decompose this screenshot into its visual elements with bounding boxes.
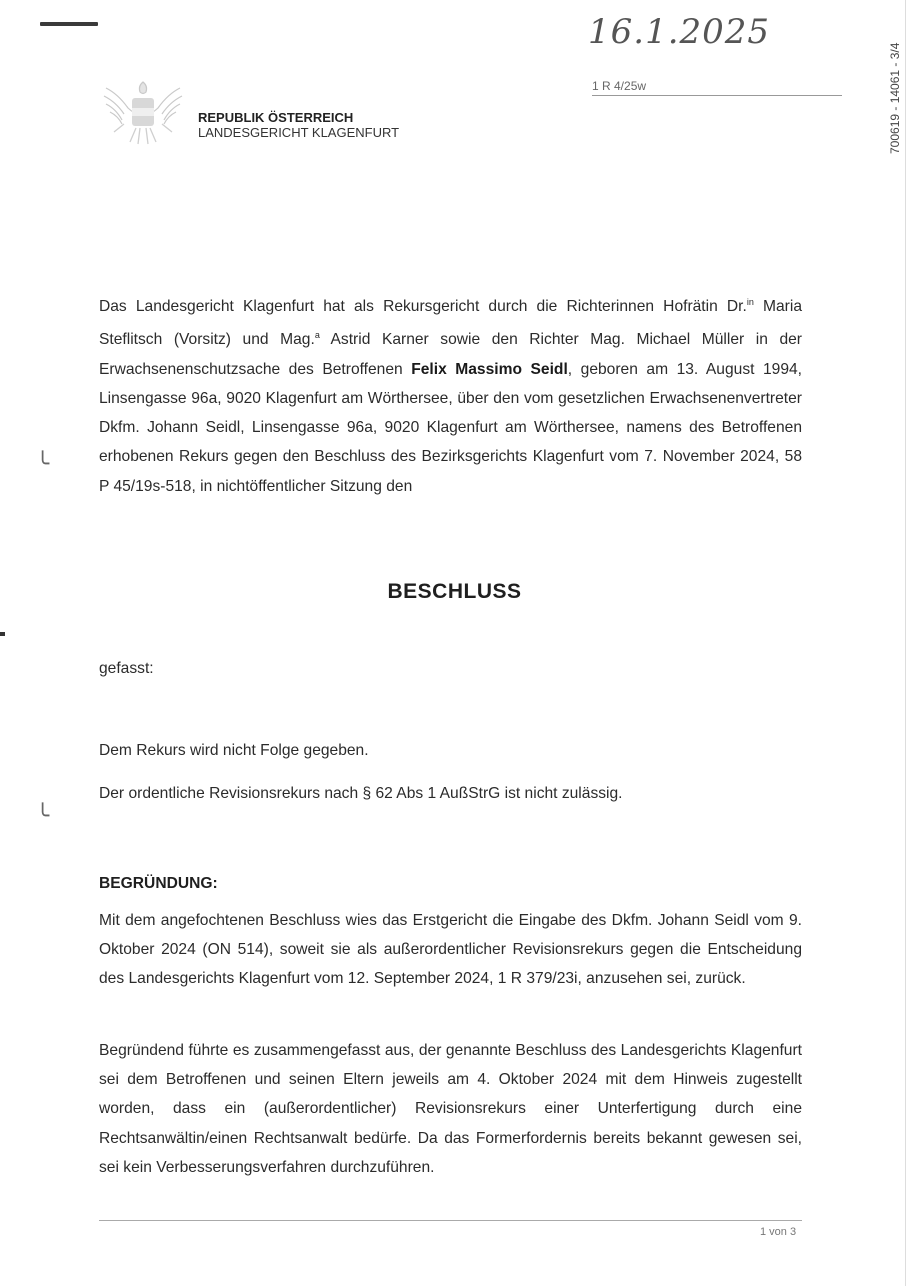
page-number: 1 von 3 [760,1226,797,1238]
scan-mark [40,22,98,26]
case-number: 1 R 4/25w [592,79,647,93]
intro-paragraph [99,288,802,501]
org-country: REPUBLIK ÖSTERREICH [198,110,354,125]
ruling-line-1: Dem Rekurs wird nicht Folge gegeben. [99,742,369,759]
reasons-paragraph-1: Mit dem angefochtenen Beschluss wies das Erstgericht die Eingabe des Dkfm. Johann Seidl vom 9. Oktober 2024 (ON 514), soweit sie als außerordentlicher Revisionsrekurs gegen die Entscheidung des Landesgerichts Klagenfurt vom 12. September 2024, 1 R 379/23i, anzusehen sei, zurück. [99,912,802,988]
page-edge [905,0,906,1286]
title-suffix-a: a [314,330,320,341]
org-court: LANDESGERICHT KLAGENFURT [198,125,400,140]
intro-text-1: Das Landesgericht Klagenfurt hat als Rekursgericht durch die Richterinnen Hofrätin Dr. [99,298,747,316]
intro-text-2: Maria Steflitsch (Vorsitz) und Mag. [99,298,802,349]
intro-text-4: , geboren am 13. August 1994, Linsengasse 96a, 9020 Klagenfurt am Wörthersee, über den vom gesetzlichen Erwachsenenvertreter Dkfm. Johann Seidl, Linsengasse 96a, 9020 Klagenfurt am Wörthersee, namens des Betroffenen erhobenen Rekurs gegen den Beschluss des Bezirksgerichts Klagenfurt vom 7. November 2024, 58 P 45/19s-518, in nichtöffentlicher Sitzung den [99,360,802,495]
austrian-eagle-crest-icon [100,74,186,152]
case-number-underline [592,95,842,96]
intro-text-3: Astrid Karner sowie den Richter Mag. Michael Müller in der Erwachsenenschutzsache des Betroffenen [99,331,803,378]
margin-mark: ╰ [36,452,50,477]
document-title: BESCHLUSS [387,580,522,603]
punch-mark [0,632,5,636]
affected-person-name: Felix Massimo Seidl [411,360,568,378]
margin-mark: ╰ [36,804,50,829]
section-heading: BEGRÜNDUNG: [99,875,218,892]
side-document-code: 700619 - 14061 - 3/4 [888,42,902,154]
gefasst-text: gefasst: [99,660,154,677]
handwritten-date: 16.1.2025 [588,12,771,52]
ruling-line-2: Der ordentliche Revisionsrekurs nach § 62 Abs 1 AußStrG ist nicht zulässig. [99,785,623,802]
reasons-paragraph-2: Begründend führte es zusammengefasst aus, der genannte Beschluss des Landesgerichts Klagenfurt sei dem Betroffenen und seinen Eltern jeweils am 4. Oktober 2024 mit dem Hinweis zugestellt worden, dass ein (außerordentlicher) Revisionsrekurs einer Unterfertigung durch eine Rechtsanwältin/einen Rechtsanwalt bedürfe. Da das Formerfordernis bereits bekannt gewesen sei, sei kein Verbesserungsverfahren durchzuführen. [99,1042,802,1176]
footer-divider [99,1220,802,1221]
title-suffix-in: in [746,297,754,307]
